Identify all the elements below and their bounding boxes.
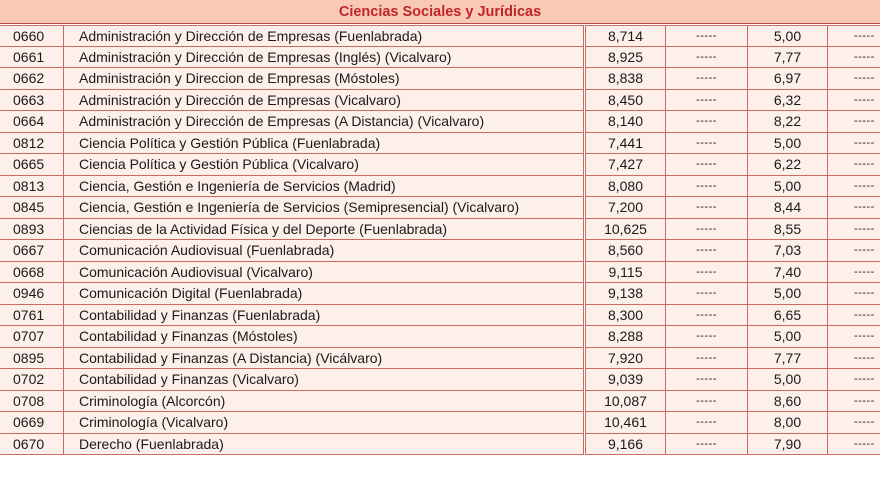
- cutoff-grade-general: 7,920: [586, 348, 666, 370]
- degree-code: 0845: [0, 197, 64, 219]
- empty-value-dashes: -----: [828, 90, 880, 112]
- table-row: [0, 47, 880, 69]
- degree-name: Contabilidad y Finanzas (Vicalvaro): [64, 369, 584, 391]
- degree-code: 0702: [0, 369, 64, 391]
- cutoff-grade-other: 5,00: [748, 283, 828, 305]
- empty-value-dashes: -----: [666, 262, 748, 284]
- cutoff-grade-other: 5,00: [748, 326, 828, 348]
- empty-value-dashes: -----: [828, 369, 880, 391]
- degree-name: Administración y Dirección de Empresas (A Distancia) (Vicalvaro): [64, 111, 584, 133]
- table-row: [0, 348, 880, 370]
- cutoff-grade-general: 7,427: [586, 154, 666, 176]
- degree-name: Administración y Direccion de Empresas (Móstoles): [64, 68, 584, 90]
- cutoff-grade-other: 8,44: [748, 197, 828, 219]
- empty-value-dashes: -----: [666, 326, 748, 348]
- cutoff-grade-general: 8,140: [586, 111, 666, 133]
- cutoff-grade-other: 6,97: [748, 68, 828, 90]
- empty-value-dashes: -----: [828, 219, 880, 241]
- degree-code: 0663: [0, 90, 64, 112]
- cutoff-grade-other: 6,65: [748, 305, 828, 327]
- degree-name: Ciencia, Gestión e Ingeniería de Servicios (Madrid): [64, 176, 584, 198]
- table-row: [0, 391, 880, 413]
- cutoff-grade-other: 6,22: [748, 154, 828, 176]
- empty-value-dashes: -----: [828, 111, 880, 133]
- cutoff-grade-other: 8,00: [748, 412, 828, 434]
- degree-name: Administración y Dirección de Empresas (Inglés) (Vicalvaro): [64, 47, 584, 69]
- table-row: [0, 154, 880, 176]
- empty-value-dashes: -----: [666, 240, 748, 262]
- empty-value-dashes: -----: [666, 369, 748, 391]
- degree-code: 0661: [0, 47, 64, 69]
- cutoff-grade-general: 9,115: [586, 262, 666, 284]
- table-row: [0, 111, 880, 133]
- empty-value-dashes: -----: [666, 47, 748, 69]
- table-row: [0, 197, 880, 219]
- empty-value-dashes: -----: [828, 283, 880, 305]
- cutoff-grade-general: 9,039: [586, 369, 666, 391]
- empty-value-dashes: -----: [828, 25, 880, 47]
- cutoff-grade-other: 7,77: [748, 348, 828, 370]
- degree-name: Administración y Dirección de Empresas (Vicalvaro): [64, 90, 584, 112]
- degree-code: 0708: [0, 391, 64, 413]
- cutoff-grade-general: 9,138: [586, 283, 666, 305]
- empty-value-dashes: -----: [666, 348, 748, 370]
- degree-code: 0667: [0, 240, 64, 262]
- grades-table: [0, 25, 880, 455]
- degree-code: 0813: [0, 176, 64, 198]
- table-row: [0, 412, 880, 434]
- cutoff-grade-general: 8,450: [586, 90, 666, 112]
- empty-value-dashes: -----: [666, 412, 748, 434]
- empty-value-dashes: -----: [666, 176, 748, 198]
- table-row: [0, 305, 880, 327]
- empty-value-dashes: -----: [666, 434, 748, 456]
- grades-table-body: [0, 25, 880, 455]
- cutoff-grade-other: 8,55: [748, 219, 828, 241]
- empty-value-dashes: -----: [666, 283, 748, 305]
- section-title: Ciencias Sociales y Jurídicas: [0, 0, 880, 24]
- empty-value-dashes: -----: [828, 176, 880, 198]
- cutoff-grade-general: 9,166: [586, 434, 666, 456]
- cutoff-grade-general: 10,087: [586, 391, 666, 413]
- degree-code: 0761: [0, 305, 64, 327]
- cutoff-grade-general: 8,560: [586, 240, 666, 262]
- degree-code: 0707: [0, 326, 64, 348]
- degree-name: Comunicación Digital (Fuenlabrada): [64, 283, 584, 305]
- cutoff-grade-other: 7,40: [748, 262, 828, 284]
- empty-value-dashes: -----: [828, 434, 880, 456]
- table-row: [0, 176, 880, 198]
- degree-name: Ciencia Política y Gestión Pública (Fuenlabrada): [64, 133, 584, 155]
- empty-value-dashes: -----: [666, 197, 748, 219]
- degree-code: 0895: [0, 348, 64, 370]
- cutoff-grade-general: 8,288: [586, 326, 666, 348]
- degree-name: Contabilidad y Finanzas (Móstoles): [64, 326, 584, 348]
- cutoff-grade-other: 8,22: [748, 111, 828, 133]
- table-row: [0, 240, 880, 262]
- empty-value-dashes: -----: [666, 219, 748, 241]
- empty-value-dashes: -----: [828, 391, 880, 413]
- cutoff-grade-other: 7,77: [748, 47, 828, 69]
- degree-name: Derecho (Fuenlabrada): [64, 434, 584, 456]
- empty-value-dashes: -----: [828, 47, 880, 69]
- cutoff-grade-other: 5,00: [748, 25, 828, 47]
- table-row: [0, 133, 880, 155]
- empty-value-dashes: -----: [666, 111, 748, 133]
- cutoff-grade-general: 8,925: [586, 47, 666, 69]
- table-row: [0, 262, 880, 284]
- degree-code: 0664: [0, 111, 64, 133]
- cutoff-grade-other: 5,00: [748, 176, 828, 198]
- degree-code: 0660: [0, 25, 64, 47]
- cutoff-grade-general: 10,461: [586, 412, 666, 434]
- table-row: [0, 68, 880, 90]
- empty-value-dashes: -----: [666, 133, 748, 155]
- table-row: [0, 326, 880, 348]
- table-row: [0, 369, 880, 391]
- cutoff-grade-general: 8,080: [586, 176, 666, 198]
- table-row: [0, 25, 880, 47]
- degree-code: 0893: [0, 219, 64, 241]
- cutoff-grade-other: 5,00: [748, 133, 828, 155]
- degree-code: 0812: [0, 133, 64, 155]
- degree-code: 0668: [0, 262, 64, 284]
- empty-value-dashes: -----: [666, 154, 748, 176]
- cutoff-grade-other: 7,90: [748, 434, 828, 456]
- empty-value-dashes: -----: [828, 262, 880, 284]
- cutoff-grade-general: 8,838: [586, 68, 666, 90]
- empty-value-dashes: -----: [666, 305, 748, 327]
- table-row: [0, 219, 880, 241]
- cutoff-grade-general: 8,714: [586, 25, 666, 47]
- empty-value-dashes: -----: [666, 68, 748, 90]
- empty-value-dashes: -----: [828, 68, 880, 90]
- degree-name: Criminología (Vicalvaro): [64, 412, 584, 434]
- cutoff-grade-other: 7,03: [748, 240, 828, 262]
- degree-name: Comunicación Audiovisual (Fuenlabrada): [64, 240, 584, 262]
- empty-value-dashes: -----: [828, 197, 880, 219]
- empty-value-dashes: -----: [828, 305, 880, 327]
- cutoff-grade-general: 7,200: [586, 197, 666, 219]
- cutoff-grade-general: 7,441: [586, 133, 666, 155]
- degree-name: Ciencias de la Actividad Física y del Deporte (Fuenlabrada): [64, 219, 584, 241]
- degree-name: Administración y Dirección de Empresas (Fuenlabrada): [64, 25, 584, 47]
- table-row: [0, 283, 880, 305]
- cutoff-grade-other: 6,32: [748, 90, 828, 112]
- degree-name: Criminología (Alcorcón): [64, 391, 584, 413]
- cutoff-grade-other: 8,60: [748, 391, 828, 413]
- degree-name: Contabilidad y Finanzas (Fuenlabrada): [64, 305, 584, 327]
- degree-code: 0670: [0, 434, 64, 456]
- cutoff-grade-general: 8,300: [586, 305, 666, 327]
- degree-name: Contabilidad y Finanzas (A Distancia) (Vicálvaro): [64, 348, 584, 370]
- degree-name: Ciencia Política y Gestión Pública (Vicalvaro): [64, 154, 584, 176]
- cutoff-grade-general: 10,625: [586, 219, 666, 241]
- empty-value-dashes: -----: [666, 391, 748, 413]
- empty-value-dashes: -----: [828, 240, 880, 262]
- empty-value-dashes: -----: [666, 90, 748, 112]
- table-row: [0, 434, 880, 456]
- degree-name: Comunicación Audiovisual (Vicalvaro): [64, 262, 584, 284]
- empty-value-dashes: -----: [666, 25, 748, 47]
- degree-code: 0665: [0, 154, 64, 176]
- empty-value-dashes: -----: [828, 154, 880, 176]
- degree-code: 0662: [0, 68, 64, 90]
- table-row: [0, 90, 880, 112]
- degree-code: 0946: [0, 283, 64, 305]
- degree-name: Ciencia, Gestión e Ingeniería de Servicios (Semipresencial) (Vicalvaro): [64, 197, 584, 219]
- empty-value-dashes: -----: [828, 348, 880, 370]
- cutoff-grade-other: 5,00: [748, 369, 828, 391]
- empty-value-dashes: -----: [828, 326, 880, 348]
- empty-value-dashes: -----: [828, 133, 880, 155]
- empty-value-dashes: -----: [828, 412, 880, 434]
- degree-code: 0669: [0, 412, 64, 434]
